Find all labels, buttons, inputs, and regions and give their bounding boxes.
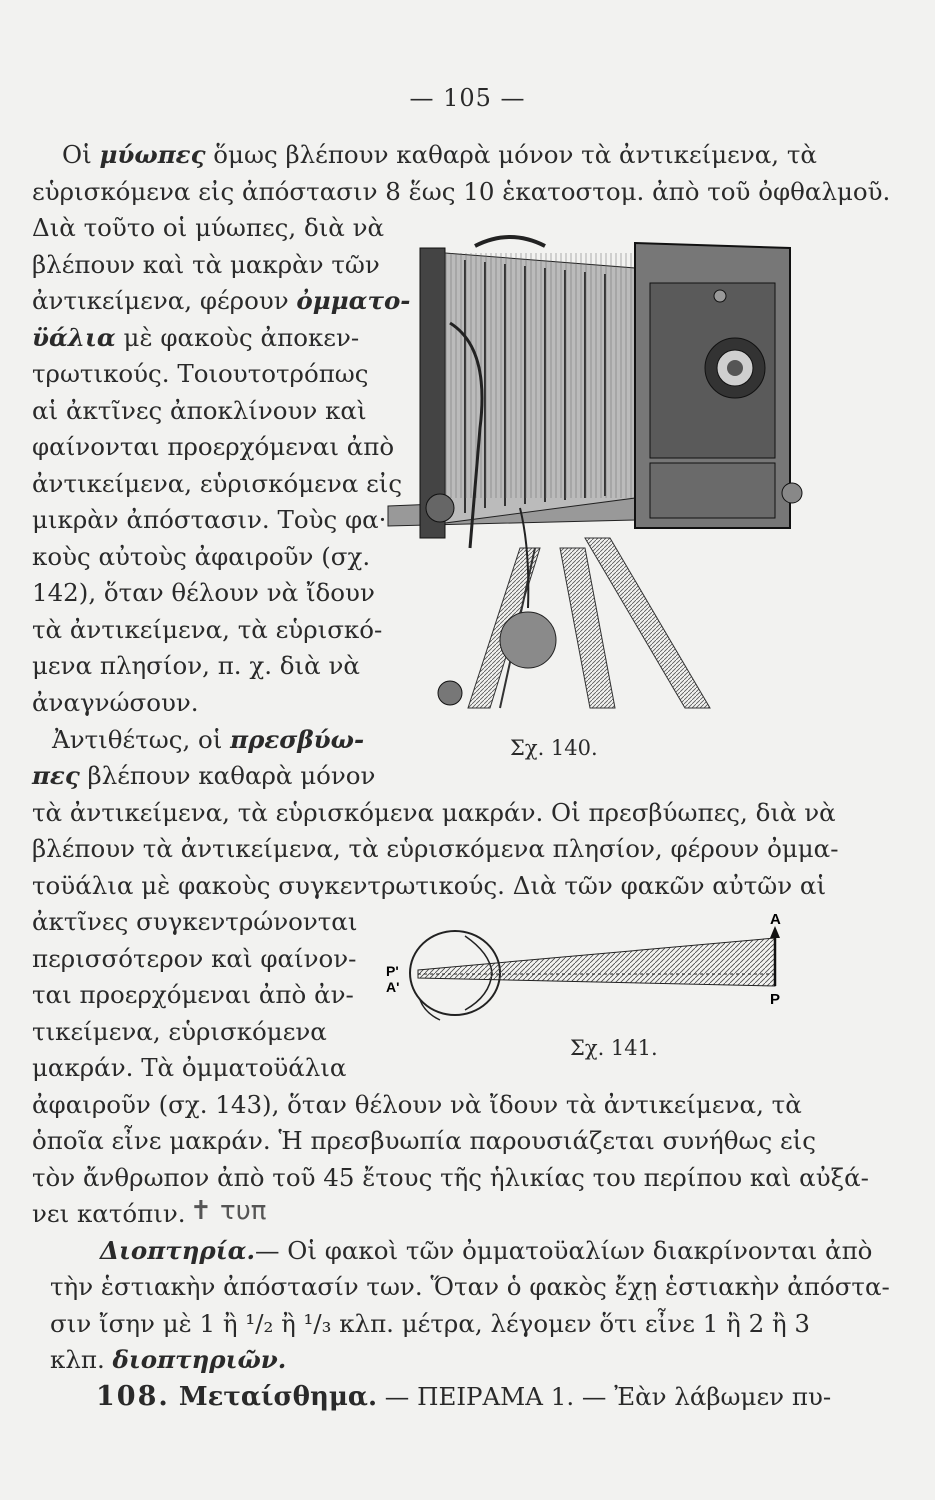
text-fragment: βλέπουν καθαρὰ μόνον <box>79 761 376 790</box>
text-line: τὰ ἀντικείμενα, τὰ εὑρισκόμενα μακράν. Οἱ πρεσβύωπες, διὰ νὰ <box>32 798 836 827</box>
text-line: τὴν ἑστιακὴν ἀπόστασίν των. Ὅταν ὁ φακὸς ἔχῃ ἑστιακὴν ἀπόστα- <box>50 1272 890 1301</box>
text-line: τοϋάλια μὲ φακοὺς συγκεντρωτικούς. Διὰ τῶν φακῶν αὐτῶν αἱ <box>32 871 827 900</box>
label-p-prime: P' <box>386 963 399 979</box>
emphasis-term: ϋάλια <box>32 323 116 352</box>
text-line: ἀντικείμενα, εὑρισκόμενα εἰς <box>32 469 403 498</box>
text-line <box>62 140 817 170</box>
text-line: κοὺς αὐτοὺς ἀφαιροῦν (σχ. <box>32 542 371 571</box>
text-line: εὑρισκόμενα εἰς ἀπόστασιν 8 ἕως 10 ἑκατοστομ. ἀπὸ τοῦ ὀφθαλμοῦ. <box>32 177 891 206</box>
knob-icon <box>782 483 802 503</box>
figure-141-caption: Σχ. 141. <box>570 1036 658 1060</box>
text-line: βλέπουν καὶ τὰ μακρὰν τῶν <box>32 250 380 279</box>
emphasis-term: μύωπες <box>99 140 206 169</box>
text-line: περισσότερον καὶ φαίνον- <box>32 944 357 973</box>
camera-illustration <box>380 228 805 716</box>
text-fragment: — ΠΕΙΡΑΜΑ 1. — Ἐὰν λάβωμεν πυ- <box>377 1382 832 1411</box>
text-line: Διὰ τοῦτο οἱ μύωπες, διὰ νὰ <box>32 213 385 242</box>
pencil-annotation: ✝ τυπ <box>190 1196 267 1226</box>
text-fragment: μὲ φακοὺς ἀποκεν- <box>115 323 360 352</box>
section-title: Μεταίσθημα. <box>169 1382 377 1412</box>
figure-eye-diagram <box>380 908 800 1028</box>
text-line: μικρὰν ἀπόστασιν. Τοὺς φα· <box>32 505 387 534</box>
text-fragment: — Οἱ φακοὶ τῶν ὀμματοϋαλίων διακρίνονται ἀπὸ <box>254 1236 873 1265</box>
text-line: αἱ ἀκτῖνες ἀποκλίνουν καὶ <box>32 396 367 425</box>
bellows <box>445 253 635 523</box>
text-line: ται προερχόμεναι ἀπὸ ἀν- <box>32 980 354 1009</box>
text-line: ὁποῖα εἶνε μακράν. Ἡ πρεσβυωπία παρουσιάζεται συνήθως εἰς <box>32 1126 816 1155</box>
page-number: — 105 — <box>409 84 526 112</box>
text-line: τρωτικούς. Τοιουτοτρόπως <box>32 359 369 388</box>
section-term: Διοπτηρία. <box>100 1236 255 1265</box>
text-fragment: Οἱ <box>62 140 100 169</box>
text-line <box>32 761 375 791</box>
text-line: τὰ ἀντικείμενα, τὰ εὑρισκό- <box>32 615 383 644</box>
emphasis-term: πες <box>32 761 80 790</box>
text-line: μακράν. Τὰ ὀμματοϋάλια <box>32 1053 347 1082</box>
text-line: 142), ὅταν θέλουν νὰ ἴδουν <box>32 578 375 607</box>
text-line <box>100 1236 872 1266</box>
label-p: P <box>770 991 781 1008</box>
text-line <box>32 286 410 316</box>
text-line: ἀναγνώσουν. <box>32 688 199 717</box>
text-line: τὸν ἄνθρωπον ἀπὸ τοῦ 45 ἔτους τῆς ἡλικίας του περίπου καὶ αὐξά- <box>32 1163 869 1192</box>
front-panel <box>635 243 802 528</box>
text-line: τικείμενα, εὑρισκόμενα <box>32 1017 327 1046</box>
text-line: σιν ἴσην μὲ 1 ἢ ¹/₂ ἢ ¹/₃ κλπ. μέτρα, λέγομεν ὅτι εἶνε 1 ἢ 2 ἢ 3 <box>50 1309 811 1338</box>
handle <box>475 237 545 246</box>
text-line <box>52 725 364 755</box>
label-a: A <box>770 911 781 928</box>
text-line: νει κατόπιν. <box>32 1199 186 1228</box>
text-fragment: ἀντικείμενα, φέρουν <box>32 286 297 315</box>
section-number: 108. <box>96 1381 170 1412</box>
text-fragment: κλπ. <box>50 1345 113 1374</box>
text-line: ἀκτῖνες συγκεντρώνονται <box>32 907 358 936</box>
emphasis-term: ὀμματο- <box>296 286 411 315</box>
section-heading-line <box>96 1382 831 1412</box>
label-a-prime: A' <box>386 979 400 995</box>
text-fragment: Ἀντιθέτως, οἱ <box>52 725 231 754</box>
text-line: φαίνονται προερχόμεναι ἀπὸ <box>32 432 395 461</box>
text-line: μενα πλησίον, π. χ. διὰ νὰ <box>32 651 360 680</box>
eye-ray-diagram <box>380 908 800 1028</box>
text-line: ἀφαιροῦν (σχ. 143), ὅταν θέλουν νὰ ἴδουν τὰ ἀντικείμενα, τὰ <box>32 1090 802 1119</box>
bulb-icon <box>500 612 556 668</box>
text-line <box>32 323 359 353</box>
emphasis-term: πρεσβύω- <box>230 725 365 754</box>
figure-camera <box>380 228 805 716</box>
tripod-legs <box>468 538 710 708</box>
emphasis-term: διοπτηριῶν. <box>112 1345 287 1374</box>
figure-140-caption: Σχ. 140. <box>510 736 598 760</box>
text-line: βλέπουν τὰ ἀντικείμενα, τὰ εὑρισκόμενα πλησίον, φέρουν ὀμμα- <box>32 834 839 863</box>
text-fragment: ὅμως βλέπουν καθαρὰ μόνον τὰ ἀντικείμενα, τὰ <box>205 140 817 169</box>
text-line <box>50 1345 286 1375</box>
